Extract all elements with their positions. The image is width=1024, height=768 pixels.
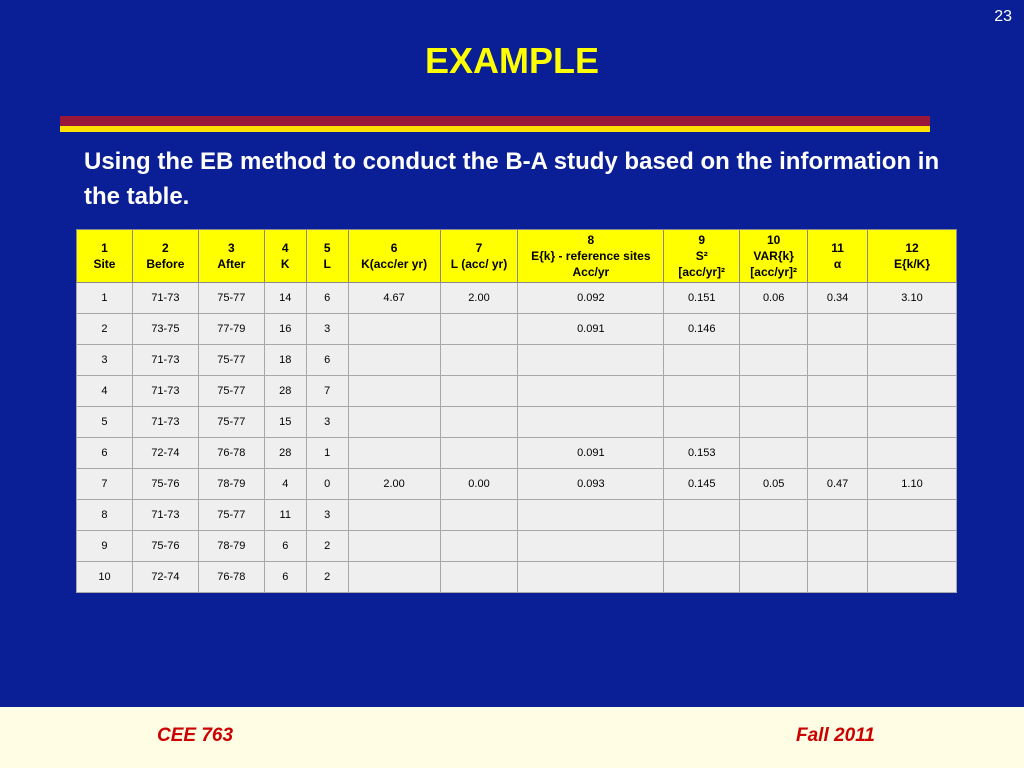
- table-cell: 15: [264, 407, 306, 438]
- table-cell: 75-77: [198, 345, 264, 376]
- slide-title: EXAMPLE: [424, 40, 600, 81]
- table-cell: 16: [264, 314, 306, 345]
- column-header-line: 6: [390, 241, 398, 255]
- table-cell: 72-74: [132, 562, 198, 593]
- table-cell: 75-77: [198, 500, 264, 531]
- table-cell: [868, 531, 957, 562]
- table-cell: 72-74: [132, 438, 198, 469]
- table-cell: 9: [77, 531, 133, 562]
- table-cell: 7: [306, 376, 348, 407]
- column-header-line: S²: [695, 249, 708, 263]
- table-row: [77, 283, 957, 314]
- table-cell: 3.10: [868, 283, 957, 314]
- table-cell: 3: [306, 500, 348, 531]
- table-cell: [868, 376, 957, 407]
- table-cell: 8: [77, 500, 133, 531]
- table-cell: 6: [264, 562, 306, 593]
- column-header: [198, 230, 264, 283]
- table-cell: 73-75: [132, 314, 198, 345]
- column-header-line: 1: [101, 241, 108, 255]
- column-header-line: E{k/K}: [894, 257, 931, 271]
- table-cell: 0.151: [664, 283, 740, 314]
- table-cell: 3: [306, 314, 348, 345]
- table-cell: 0.34: [808, 283, 868, 314]
- table-row: [77, 407, 957, 438]
- table-cell: [808, 407, 868, 438]
- table-body: [77, 283, 957, 593]
- column-header-line: 4: [281, 241, 289, 255]
- table-cell: 0.05: [740, 469, 808, 500]
- table-cell: 76-78: [198, 562, 264, 593]
- table-cell: 71-73: [132, 407, 198, 438]
- table-cell: [348, 345, 440, 376]
- table-cell: 71-73: [132, 345, 198, 376]
- column-header: [868, 230, 957, 283]
- table-cell: 7: [77, 469, 133, 500]
- table-cell: 71-73: [132, 376, 198, 407]
- table-cell: 6: [306, 283, 348, 314]
- table-cell: [518, 562, 664, 593]
- table-cell: 75-77: [198, 283, 264, 314]
- table-cell: [868, 438, 957, 469]
- table-cell: 18: [264, 345, 306, 376]
- title-divider-yellow: [60, 126, 930, 132]
- column-header: [77, 230, 133, 283]
- table-cell: [808, 531, 868, 562]
- table-cell: 76-78: [198, 438, 264, 469]
- table-cell: 2: [306, 531, 348, 562]
- column-header: [132, 230, 198, 283]
- column-header: [348, 230, 440, 283]
- table-cell: 28: [264, 438, 306, 469]
- table-cell: [808, 345, 868, 376]
- table-cell: [740, 531, 808, 562]
- table-row: [77, 314, 957, 345]
- column-header-line: 7: [475, 241, 483, 255]
- table-cell: 0: [306, 469, 348, 500]
- table-cell: 4.67: [348, 283, 440, 314]
- footer-term: Fall 2011: [796, 725, 875, 746]
- table-cell: [808, 562, 868, 593]
- column-header: [808, 230, 868, 283]
- table-cell: [740, 562, 808, 593]
- table-cell: 0.47: [808, 469, 868, 500]
- table-cell: [664, 407, 740, 438]
- column-header-line: VAR{k}: [753, 249, 794, 263]
- table-row: [77, 562, 957, 593]
- table-cell: 3: [77, 345, 133, 376]
- table-cell: [348, 314, 440, 345]
- table-cell: 75-77: [198, 376, 264, 407]
- table-cell: [518, 376, 664, 407]
- table-cell: 2: [77, 314, 133, 345]
- column-header-line: K: [280, 257, 290, 271]
- table-cell: 6: [77, 438, 133, 469]
- table-cell: 11: [264, 500, 306, 531]
- table-cell: [868, 314, 957, 345]
- title-divider-red: [60, 116, 930, 126]
- table-cell: [440, 531, 518, 562]
- slide-number: 23: [994, 8, 1012, 25]
- table-cell: 4: [77, 376, 133, 407]
- table-cell: 71-73: [132, 283, 198, 314]
- table-cell: 0.145: [664, 469, 740, 500]
- table-cell: [518, 531, 664, 562]
- column-header-line: [acc/yr]²: [678, 265, 726, 279]
- column-header-line: Site: [93, 257, 116, 271]
- column-header: [264, 230, 306, 283]
- table-cell: 71-73: [132, 500, 198, 531]
- table-cell: [440, 376, 518, 407]
- table-cell: 10: [77, 562, 133, 593]
- column-header: [306, 230, 348, 283]
- table-cell: [440, 438, 518, 469]
- column-header-line: After: [217, 257, 246, 271]
- table-cell: 78-79: [198, 531, 264, 562]
- table-cell: 75-76: [132, 469, 198, 500]
- column-header-line: L: [323, 257, 331, 271]
- table-cell: [740, 314, 808, 345]
- table-cell: 0.153: [664, 438, 740, 469]
- table-cell: 0.091: [518, 438, 664, 469]
- column-header: [518, 230, 664, 283]
- table-cell: [740, 500, 808, 531]
- table-row: [77, 469, 957, 500]
- table-cell: 2: [306, 562, 348, 593]
- table-cell: 6: [306, 345, 348, 376]
- column-header-line: α: [833, 257, 842, 271]
- data-table: [76, 229, 957, 593]
- table-cell: [808, 500, 868, 531]
- table-cell: 4: [264, 469, 306, 500]
- table-row: [77, 438, 957, 469]
- table-row: [77, 500, 957, 531]
- table-cell: 0.146: [664, 314, 740, 345]
- table-cell: [664, 500, 740, 531]
- table-cell: [868, 562, 957, 593]
- table-cell: [518, 500, 664, 531]
- table-cell: [348, 376, 440, 407]
- table-cell: 0.092: [518, 283, 664, 314]
- table-row: [77, 531, 957, 562]
- table-cell: [348, 562, 440, 593]
- table-cell: 78-79: [198, 469, 264, 500]
- table-cell: [808, 376, 868, 407]
- column-header-line: 12: [905, 241, 919, 255]
- table-cell: [664, 345, 740, 376]
- table-cell: 3: [306, 407, 348, 438]
- column-header-line: 3: [227, 241, 235, 255]
- table-cell: [440, 562, 518, 593]
- table-cell: 6: [264, 531, 306, 562]
- table-header-row: [77, 230, 957, 283]
- table-cell: 0.06: [740, 283, 808, 314]
- table-row: [77, 345, 957, 376]
- table-cell: [348, 438, 440, 469]
- table-cell: 1: [77, 283, 133, 314]
- column-header-line: 2: [162, 241, 169, 255]
- table-cell: [664, 531, 740, 562]
- table-cell: [440, 345, 518, 376]
- table-row: [77, 376, 957, 407]
- table-cell: 1: [306, 438, 348, 469]
- column-header-line: Before: [146, 257, 185, 271]
- table-cell: [348, 500, 440, 531]
- table-cell: 2.00: [440, 283, 518, 314]
- table-cell: [518, 407, 664, 438]
- column-header-line: 8: [587, 233, 595, 247]
- table-cell: 77-79: [198, 314, 264, 345]
- column-header-line: E{k} - reference sites: [531, 249, 651, 263]
- table-cell: [868, 345, 957, 376]
- column-header: [740, 230, 808, 283]
- table-cell: 75-77: [198, 407, 264, 438]
- table-cell: [440, 500, 518, 531]
- table-cell: 0.091: [518, 314, 664, 345]
- column-header-line: 5: [323, 241, 331, 255]
- table-cell: [740, 376, 808, 407]
- table-cell: 75-76: [132, 531, 198, 562]
- table-cell: 2.00: [348, 469, 440, 500]
- table-cell: [348, 531, 440, 562]
- column-header: [440, 230, 518, 283]
- column-header-line: Acc/yr: [572, 265, 610, 279]
- table-cell: 0.093: [518, 469, 664, 500]
- table-cell: [808, 438, 868, 469]
- table-cell: [664, 562, 740, 593]
- table-cell: [868, 500, 957, 531]
- table-cell: 28: [264, 376, 306, 407]
- table-cell: [518, 345, 664, 376]
- intro-text: Using the EB method to conduct the B-A study based on the information in the table.: [84, 148, 940, 210]
- table-cell: 0.00: [440, 469, 518, 500]
- table-cell: [440, 314, 518, 345]
- column-header-line: L (acc/ yr): [450, 257, 508, 271]
- table-cell: [740, 345, 808, 376]
- table-cell: [348, 407, 440, 438]
- column-header: [664, 230, 740, 283]
- footer-bar: [0, 707, 1024, 768]
- table-cell: 1.10: [868, 469, 957, 500]
- table-cell: [740, 438, 808, 469]
- column-header-line: 11: [831, 241, 844, 255]
- footer-course: CEE 763: [157, 725, 234, 746]
- column-header-line: [acc/yr]²: [750, 265, 797, 279]
- table-cell: 5: [77, 407, 133, 438]
- table-cell: 14: [264, 283, 306, 314]
- column-header-line: 10: [766, 233, 781, 247]
- table-cell: [740, 407, 808, 438]
- column-header-line: 9: [698, 233, 706, 247]
- table-cell: [808, 314, 868, 345]
- column-header-line: K(acc/er yr): [361, 257, 428, 271]
- table-cell: [440, 407, 518, 438]
- table-cell: [664, 376, 740, 407]
- table-cell: [868, 407, 957, 438]
